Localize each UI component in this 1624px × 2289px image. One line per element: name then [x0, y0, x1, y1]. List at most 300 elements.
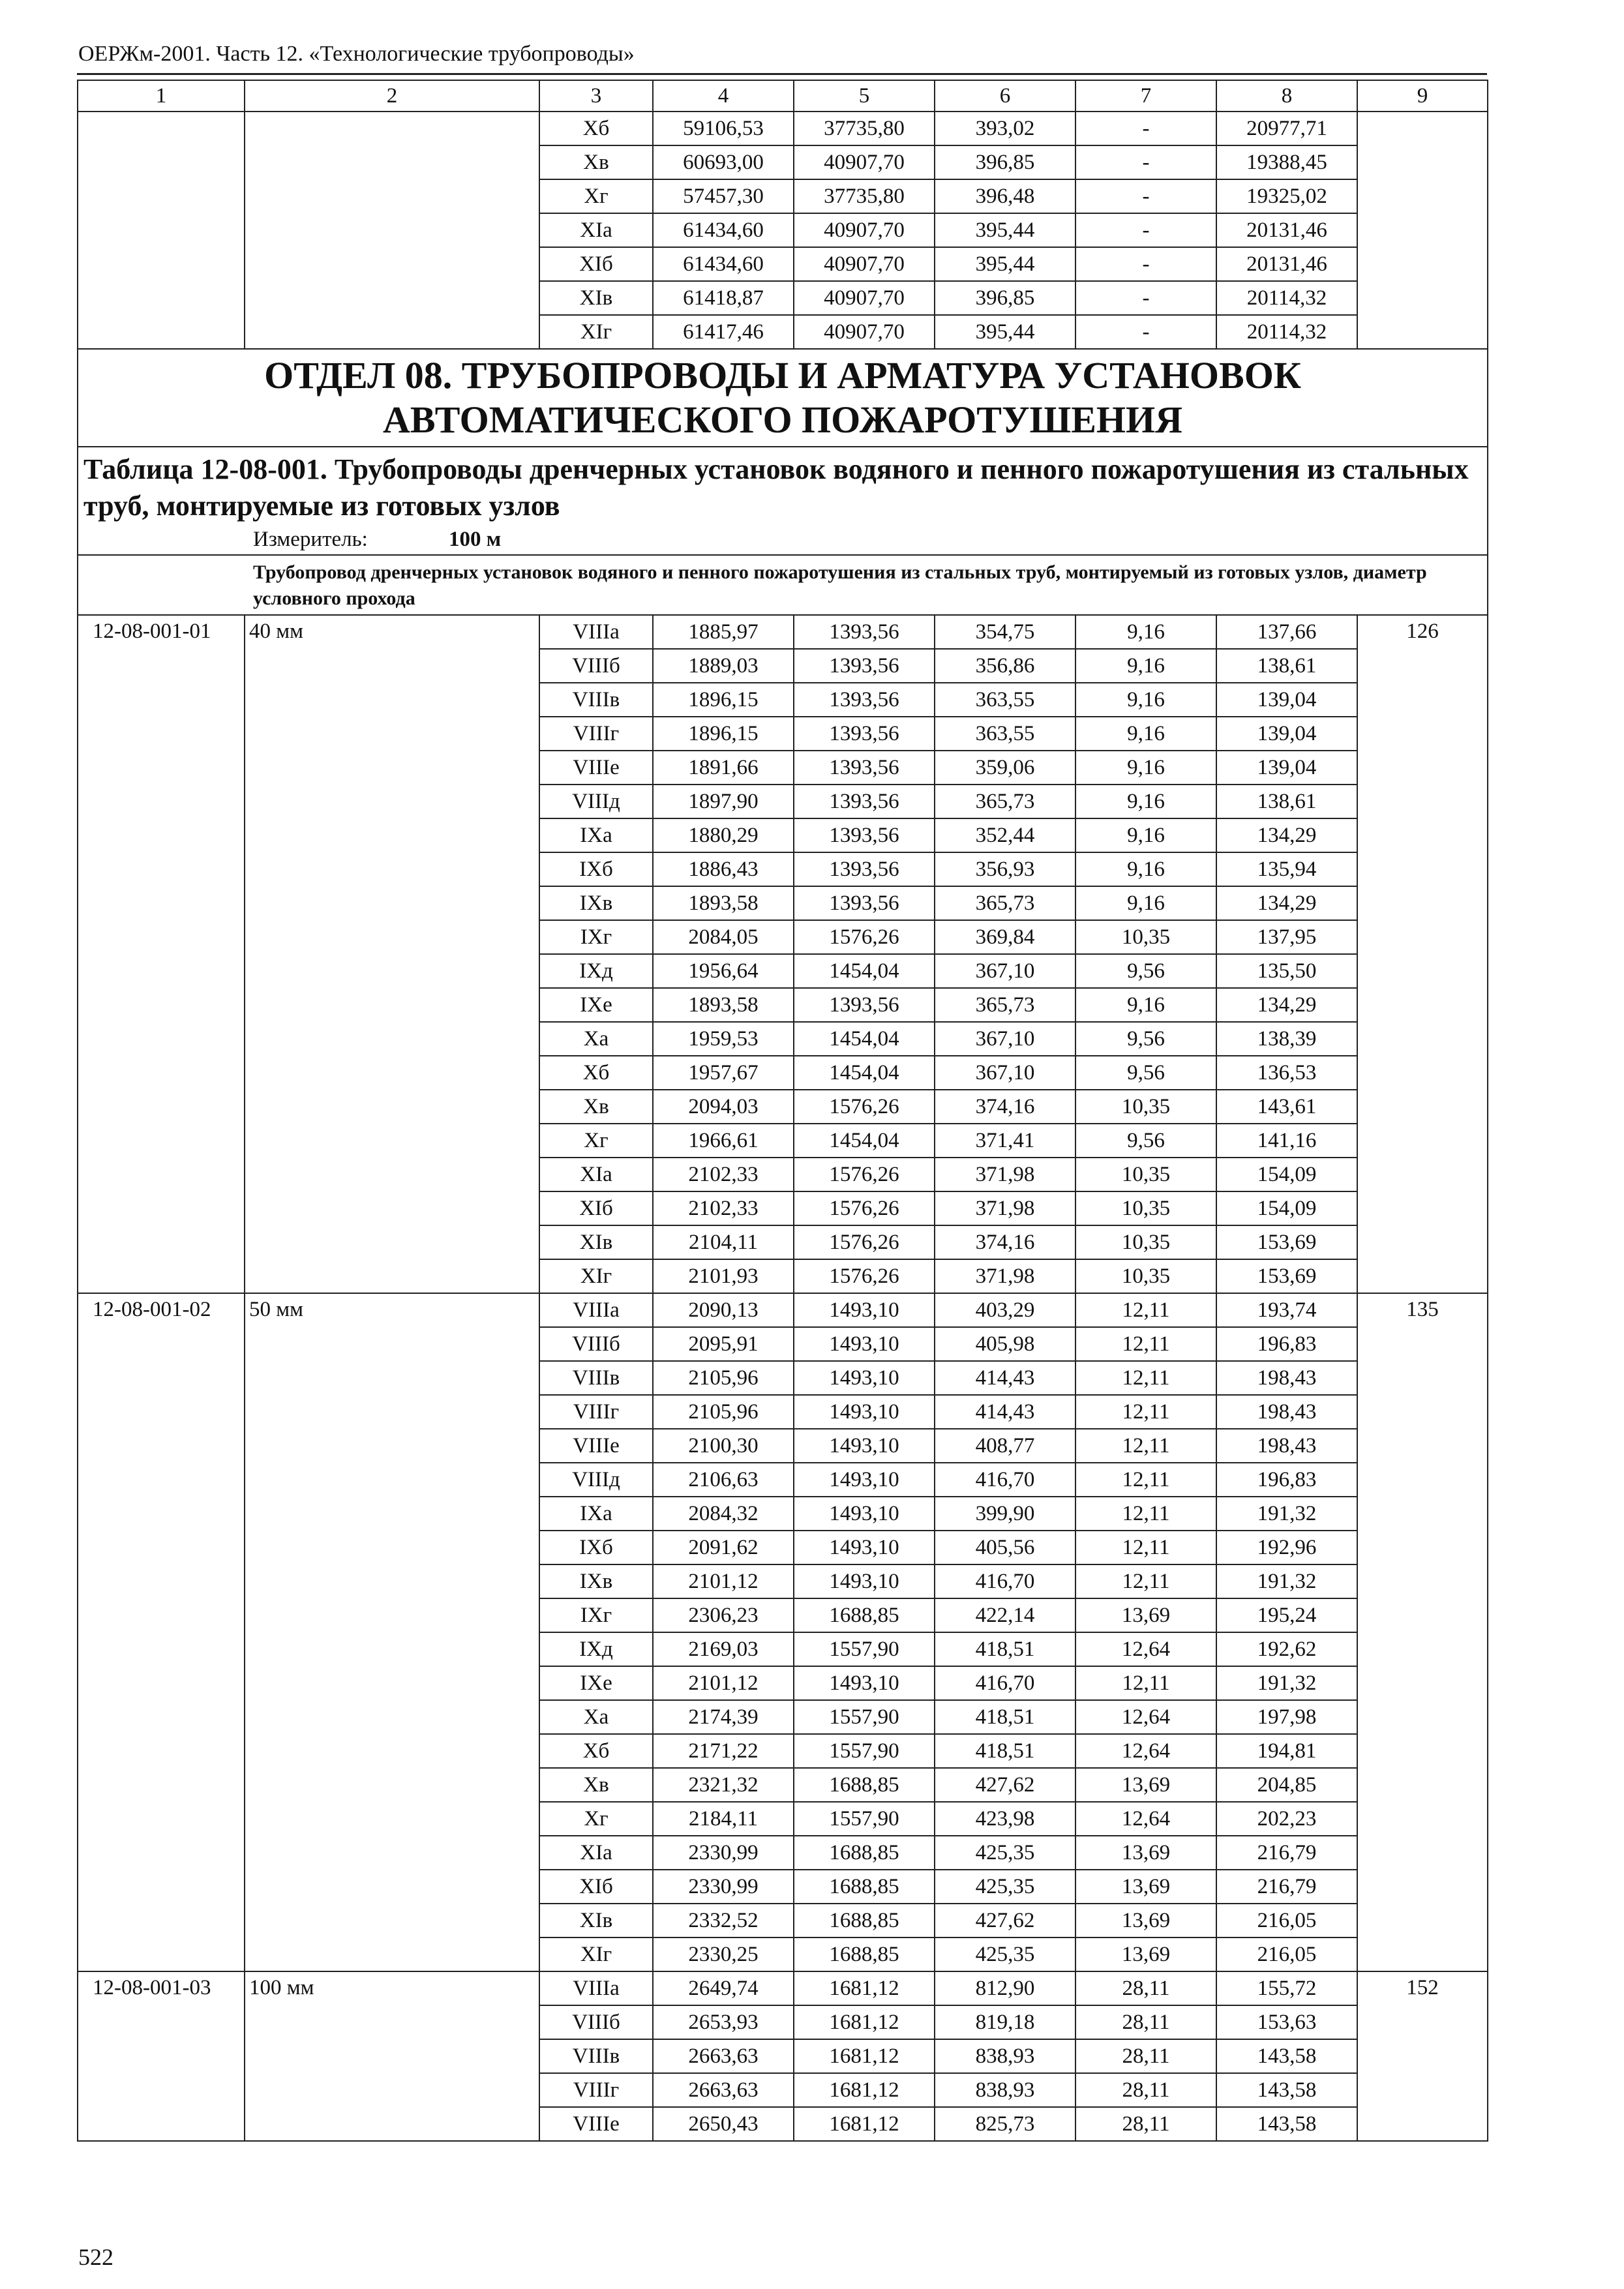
value-cell: 2094,03: [653, 1090, 794, 1124]
value-cell: 2101,93: [653, 1259, 794, 1293]
value-cell: 1681,12: [794, 2039, 935, 2073]
header-rule: [77, 73, 1487, 75]
value-cell: 2330,99: [653, 1836, 794, 1870]
value-cell: 1557,90: [794, 1632, 935, 1666]
value-cell: 61434,60: [653, 247, 794, 281]
description-row: [78, 555, 1488, 615]
value-cell: 423,98: [935, 1802, 1075, 1836]
value-cell: 374,16: [935, 1090, 1075, 1124]
value-cell: 137,66: [1216, 615, 1357, 649]
section-heading-line-2: АВТОМАТИЧЕСКОГО ПОЖАРОТУШЕНИЯ: [382, 398, 1183, 441]
value-cell: 418,51: [935, 1700, 1075, 1734]
value-cell: 13,69: [1075, 1768, 1216, 1802]
value-cell: 12,64: [1075, 1734, 1216, 1768]
value-cell: 143,61: [1216, 1090, 1357, 1124]
value-cell: 1681,12: [794, 2107, 935, 2141]
value-cell: 403,29: [935, 1293, 1075, 1327]
zone-cell: VIIIе: [539, 2107, 653, 2141]
zone-cell: IXа: [539, 1497, 653, 1531]
value-cell: 40907,70: [794, 247, 935, 281]
value-cell: 369,84: [935, 920, 1075, 954]
value-cell: 1897,90: [653, 785, 794, 818]
table-row: [78, 615, 1488, 649]
meter-label: Измеритель:: [253, 528, 368, 551]
value-cell: 1576,26: [794, 1158, 935, 1191]
value-cell: 2105,96: [653, 1361, 794, 1395]
value-cell: 9,56: [1075, 954, 1216, 988]
zone-cell: Xг: [539, 179, 653, 213]
value-cell: 138,61: [1216, 785, 1357, 818]
value-cell: 155,72: [1216, 1971, 1357, 2005]
value-cell: 1681,12: [794, 1971, 935, 2005]
value-cell: 9,16: [1075, 852, 1216, 886]
value-cell: 1454,04: [794, 1124, 935, 1158]
zone-cell: VIIIд: [539, 1463, 653, 1497]
value-cell: 1576,26: [794, 920, 935, 954]
value-cell: 356,93: [935, 852, 1075, 886]
value-cell: 819,18: [935, 2005, 1075, 2039]
value-cell: 37735,80: [794, 179, 935, 213]
value-cell: -: [1075, 179, 1216, 213]
value-cell: 1966,61: [653, 1124, 794, 1158]
zone-cell: XIв: [539, 281, 653, 315]
value-cell: 1557,90: [794, 1734, 935, 1768]
value-cell: 1688,85: [794, 1598, 935, 1632]
value-cell: 354,75: [935, 615, 1075, 649]
value-cell: 1493,10: [794, 1361, 935, 1395]
rates-table: [77, 80, 1488, 2142]
value-cell: 136,53: [1216, 1056, 1357, 1090]
value-cell: 216,05: [1216, 1937, 1357, 1971]
zone-cell: VIIIб: [539, 2005, 653, 2039]
value-cell: 2171,22: [653, 1734, 794, 1768]
value-cell: 192,62: [1216, 1632, 1357, 1666]
zone-cell: XIа: [539, 213, 653, 247]
value-cell: 20977,71: [1216, 112, 1357, 145]
value-cell: 1893,58: [653, 886, 794, 920]
value-cell: 1576,26: [794, 1090, 935, 1124]
value-cell: 194,81: [1216, 1734, 1357, 1768]
value-cell: 425,35: [935, 1870, 1075, 1904]
value-cell: 216,79: [1216, 1836, 1357, 1870]
value-cell: 192,96: [1216, 1531, 1357, 1564]
value-cell: 2102,33: [653, 1158, 794, 1191]
value-cell: 393,02: [935, 112, 1075, 145]
value-cell: 427,62: [935, 1768, 1075, 1802]
zone-cell: XIг: [539, 315, 653, 349]
value-cell: 363,55: [935, 683, 1075, 717]
value-cell: 28,11: [1075, 1971, 1216, 2005]
zone-cell: Xв: [539, 1768, 653, 1802]
value-cell: 367,10: [935, 1022, 1075, 1056]
zone-cell: XIв: [539, 1904, 653, 1937]
section-heading-line-1: ОТДЕЛ 08. ТРУБОПРОВОДЫ И АРМАТУРА УСТАНОВОК: [264, 354, 1301, 396]
value-cell: 396,85: [935, 281, 1075, 315]
value-cell: 1576,26: [794, 1191, 935, 1225]
value-cell: 191,32: [1216, 1666, 1357, 1700]
value-cell: 427,62: [935, 1904, 1075, 1937]
value-cell: 137,95: [1216, 920, 1357, 954]
value-cell: 12,11: [1075, 1564, 1216, 1598]
value-cell: 1393,56: [794, 988, 935, 1022]
value-cell: 1891,66: [653, 751, 794, 785]
value-cell: 1688,85: [794, 1937, 935, 1971]
value-cell: 396,85: [935, 145, 1075, 179]
zone-cell: VIIIа: [539, 615, 653, 649]
rate-code-cell: 12-08-001-01: [78, 615, 245, 1293]
value-cell: 365,73: [935, 886, 1075, 920]
value-cell: 153,69: [1216, 1225, 1357, 1259]
col9-cell: 135: [1357, 1293, 1488, 1971]
diameter-cell: 40 мм: [245, 615, 539, 1293]
zone-cell: VIIIв: [539, 2039, 653, 2073]
value-cell: 1493,10: [794, 1531, 935, 1564]
value-cell: 13,69: [1075, 1937, 1216, 1971]
value-cell: 1493,10: [794, 1497, 935, 1531]
value-cell: 408,77: [935, 1429, 1075, 1463]
value-cell: 12,11: [1075, 1497, 1216, 1531]
value-cell: 365,73: [935, 785, 1075, 818]
value-cell: 1393,56: [794, 649, 935, 683]
section-heading: [78, 349, 1488, 447]
value-cell: 1681,12: [794, 2073, 935, 2107]
value-cell: 143,58: [1216, 2039, 1357, 2073]
column-number-row: [78, 80, 1488, 112]
value-cell: 363,55: [935, 717, 1075, 751]
zone-cell: VIIIа: [539, 1971, 653, 2005]
value-cell: 2084,05: [653, 920, 794, 954]
zone-cell: IXб: [539, 852, 653, 886]
value-cell: 414,43: [935, 1361, 1075, 1395]
value-cell: 154,09: [1216, 1158, 1357, 1191]
value-cell: 12,64: [1075, 1632, 1216, 1666]
value-cell: 9,56: [1075, 1056, 1216, 1090]
value-cell: 418,51: [935, 1734, 1075, 1768]
value-cell: 1393,56: [794, 751, 935, 785]
meter-row: [78, 524, 1488, 555]
value-cell: 12,11: [1075, 1293, 1216, 1327]
zone-cell: XIб: [539, 247, 653, 281]
value-cell: 9,16: [1075, 751, 1216, 785]
value-cell: 1493,10: [794, 1564, 935, 1598]
zone-cell: VIIIе: [539, 751, 653, 785]
value-cell: 2169,03: [653, 1632, 794, 1666]
value-cell: 10,35: [1075, 920, 1216, 954]
value-cell: 1893,58: [653, 988, 794, 1022]
value-cell: 40907,70: [794, 145, 935, 179]
value-cell: 57457,30: [653, 179, 794, 213]
value-cell: 1880,29: [653, 818, 794, 852]
value-cell: 13,69: [1075, 1904, 1216, 1937]
table-title: Таблица 12-08-001. Трубопроводы дренчерных установок водяного и пенного пожаротушения из стальных труб, монтируемые из готовых узлов: [78, 447, 1488, 524]
value-cell: 395,44: [935, 247, 1075, 281]
value-cell: 2091,62: [653, 1531, 794, 1564]
value-cell: 13,69: [1075, 1598, 1216, 1632]
col9-cell: 126: [1357, 615, 1488, 1293]
value-cell: 812,90: [935, 1971, 1075, 2005]
empty-code-cell: [78, 112, 245, 349]
value-cell: 2084,32: [653, 1497, 794, 1531]
value-cell: 20114,32: [1216, 281, 1357, 315]
value-cell: 12,64: [1075, 1802, 1216, 1836]
table-title-row: [78, 447, 1488, 524]
zone-cell: Xа: [539, 1022, 653, 1056]
table-row: [78, 1293, 1488, 1327]
value-cell: 9,16: [1075, 818, 1216, 852]
value-cell: 365,73: [935, 988, 1075, 1022]
value-cell: 2095,91: [653, 1327, 794, 1361]
value-cell: 13,69: [1075, 1836, 1216, 1870]
value-cell: 216,79: [1216, 1870, 1357, 1904]
value-cell: 1688,85: [794, 1870, 935, 1904]
value-cell: 9,16: [1075, 683, 1216, 717]
zone-cell: XIг: [539, 1259, 653, 1293]
value-cell: 143,58: [1216, 2073, 1357, 2107]
value-cell: 60693,00: [653, 145, 794, 179]
value-cell: 2663,63: [653, 2039, 794, 2073]
value-cell: 153,63: [1216, 2005, 1357, 2039]
zone-cell: Xв: [539, 145, 653, 179]
value-cell: 12,11: [1075, 1666, 1216, 1700]
table-row: [78, 112, 1488, 145]
value-cell: 198,43: [1216, 1361, 1357, 1395]
zone-cell: VIIIб: [539, 649, 653, 683]
value-cell: 352,44: [935, 818, 1075, 852]
value-cell: 418,51: [935, 1632, 1075, 1666]
value-cell: 9,16: [1075, 988, 1216, 1022]
zone-cell: IXе: [539, 1666, 653, 1700]
value-cell: 367,10: [935, 1056, 1075, 1090]
value-cell: 371,98: [935, 1158, 1075, 1191]
empty-col9-cell: [1357, 112, 1488, 349]
value-cell: 1557,90: [794, 1802, 935, 1836]
value-cell: 405,56: [935, 1531, 1075, 1564]
value-cell: 1957,67: [653, 1056, 794, 1090]
value-cell: 198,43: [1216, 1395, 1357, 1429]
zone-cell: IXд: [539, 1632, 653, 1666]
value-cell: 20114,32: [1216, 315, 1357, 349]
value-cell: 1393,56: [794, 818, 935, 852]
value-cell: 10,35: [1075, 1191, 1216, 1225]
value-cell: 40907,70: [794, 213, 935, 247]
value-cell: 143,58: [1216, 2107, 1357, 2141]
value-cell: 134,29: [1216, 818, 1357, 852]
zone-cell: XIг: [539, 1937, 653, 1971]
value-cell: 1454,04: [794, 954, 935, 988]
value-cell: 139,04: [1216, 683, 1357, 717]
value-cell: 28,11: [1075, 2039, 1216, 2073]
value-cell: 422,14: [935, 1598, 1075, 1632]
value-cell: 838,93: [935, 2073, 1075, 2107]
zone-cell: Xг: [539, 1802, 653, 1836]
value-cell: 10,35: [1075, 1090, 1216, 1124]
zone-cell: Xб: [539, 1734, 653, 1768]
value-cell: 1557,90: [794, 1700, 935, 1734]
zone-cell: IXа: [539, 818, 653, 852]
column-number-col-7: 7: [1075, 80, 1216, 112]
value-cell: 12,11: [1075, 1327, 1216, 1361]
value-cell: -: [1075, 213, 1216, 247]
value-cell: 395,44: [935, 213, 1075, 247]
value-cell: 9,56: [1075, 1124, 1216, 1158]
value-cell: 1493,10: [794, 1463, 935, 1497]
value-cell: 20131,46: [1216, 213, 1357, 247]
rate-code-cell: 12-08-001-03: [78, 1971, 245, 2141]
meter-value: 100 м: [449, 528, 502, 551]
value-cell: 191,32: [1216, 1497, 1357, 1531]
value-cell: 28,11: [1075, 2107, 1216, 2141]
value-cell: 414,43: [935, 1395, 1075, 1429]
value-cell: 374,16: [935, 1225, 1075, 1259]
value-cell: 1393,56: [794, 852, 935, 886]
value-cell: 1886,43: [653, 852, 794, 886]
value-cell: 153,69: [1216, 1259, 1357, 1293]
value-cell: 1688,85: [794, 1768, 935, 1802]
page-number: 522: [78, 2244, 113, 2270]
value-cell: -: [1075, 247, 1216, 281]
value-cell: 196,83: [1216, 1327, 1357, 1361]
value-cell: 1393,56: [794, 785, 935, 818]
value-cell: 1493,10: [794, 1429, 935, 1463]
value-cell: 61417,46: [653, 315, 794, 349]
value-cell: 2184,11: [653, 1802, 794, 1836]
value-cell: 1493,10: [794, 1327, 935, 1361]
value-cell: 12,64: [1075, 1700, 1216, 1734]
value-cell: 202,23: [1216, 1802, 1357, 1836]
zone-cell: VIIIг: [539, 717, 653, 751]
column-number-col-6: 6: [935, 80, 1075, 112]
value-cell: 2174,39: [653, 1700, 794, 1734]
zone-cell: XIб: [539, 1191, 653, 1225]
value-cell: 1896,15: [653, 717, 794, 751]
zone-cell: IXб: [539, 1531, 653, 1564]
zone-cell: Xа: [539, 1700, 653, 1734]
section-header-row: [78, 349, 1488, 447]
zone-cell: Xг: [539, 1124, 653, 1158]
value-cell: 9,16: [1075, 649, 1216, 683]
value-cell: 37735,80: [794, 112, 935, 145]
col9-cell: 152: [1357, 1971, 1488, 2141]
zone-cell: IXв: [539, 1564, 653, 1598]
value-cell: 1493,10: [794, 1395, 935, 1429]
value-cell: 197,98: [1216, 1700, 1357, 1734]
diameter-cell: 100 мм: [245, 1971, 539, 2141]
value-cell: 425,35: [935, 1836, 1075, 1870]
table-description: Трубопровод дренчерных установок водяного и пенного пожаротушения из стальных труб, монтируемый из готовых узлов, диаметр условного прохода: [78, 555, 1488, 615]
value-cell: 9,16: [1075, 886, 1216, 920]
value-cell: 139,04: [1216, 751, 1357, 785]
value-cell: 20131,46: [1216, 247, 1357, 281]
value-cell: -: [1075, 315, 1216, 349]
value-cell: 13,69: [1075, 1870, 1216, 1904]
value-cell: 154,09: [1216, 1191, 1357, 1225]
value-cell: 139,04: [1216, 717, 1357, 751]
zone-cell: XIа: [539, 1158, 653, 1191]
zone-cell: VIIIг: [539, 1395, 653, 1429]
column-number-rate-code: 1: [78, 80, 245, 112]
value-cell: 196,83: [1216, 1463, 1357, 1497]
value-cell: 216,05: [1216, 1904, 1357, 1937]
value-cell: 195,24: [1216, 1598, 1357, 1632]
value-cell: 2101,12: [653, 1666, 794, 1700]
zone-cell: VIIIв: [539, 1361, 653, 1395]
value-cell: 40907,70: [794, 315, 935, 349]
value-cell: 10,35: [1075, 1158, 1216, 1191]
value-cell: 19325,02: [1216, 179, 1357, 213]
zone-cell: VIIIг: [539, 2073, 653, 2107]
value-cell: 12,11: [1075, 1361, 1216, 1395]
empty-name-cell: [245, 112, 539, 349]
value-cell: 2101,12: [653, 1564, 794, 1598]
value-cell: 2650,43: [653, 2107, 794, 2141]
value-cell: 191,32: [1216, 1564, 1357, 1598]
value-cell: 138,39: [1216, 1022, 1357, 1056]
value-cell: 9,16: [1075, 615, 1216, 649]
value-cell: 198,43: [1216, 1429, 1357, 1463]
value-cell: 2321,32: [653, 1768, 794, 1802]
column-number-col-5: 5: [794, 80, 935, 112]
value-cell: 2102,33: [653, 1191, 794, 1225]
value-cell: 1393,56: [794, 886, 935, 920]
value-cell: 141,16: [1216, 1124, 1357, 1158]
value-cell: 2330,25: [653, 1937, 794, 1971]
value-cell: 405,98: [935, 1327, 1075, 1361]
zone-cell: Xв: [539, 1090, 653, 1124]
value-cell: 9,56: [1075, 1022, 1216, 1056]
zone-cell: VIIIд: [539, 785, 653, 818]
value-cell: 838,93: [935, 2039, 1075, 2073]
zone-cell: Xб: [539, 112, 653, 145]
value-cell: 1576,26: [794, 1259, 935, 1293]
value-cell: 1681,12: [794, 2005, 935, 2039]
value-cell: 2105,96: [653, 1395, 794, 1429]
value-cell: 1454,04: [794, 1056, 935, 1090]
column-number-col-9: 9: [1357, 80, 1488, 112]
value-cell: 40907,70: [794, 281, 935, 315]
value-cell: 193,74: [1216, 1293, 1357, 1327]
value-cell: 19388,45: [1216, 145, 1357, 179]
value-cell: 356,86: [935, 649, 1075, 683]
value-cell: -: [1075, 145, 1216, 179]
zone-cell: VIIIе: [539, 1429, 653, 1463]
zone-cell: VIIIв: [539, 683, 653, 717]
value-cell: 2649,74: [653, 1971, 794, 2005]
value-cell: 396,48: [935, 179, 1075, 213]
value-cell: 9,16: [1075, 717, 1216, 751]
value-cell: 59106,53: [653, 112, 794, 145]
zone-cell: IXв: [539, 886, 653, 920]
value-cell: 204,85: [1216, 1768, 1357, 1802]
value-cell: 1493,10: [794, 1666, 935, 1700]
value-cell: 2090,13: [653, 1293, 794, 1327]
value-cell: 399,90: [935, 1497, 1075, 1531]
value-cell: 359,06: [935, 751, 1075, 785]
value-cell: 416,70: [935, 1463, 1075, 1497]
value-cell: 12,11: [1075, 1429, 1216, 1463]
value-cell: 1959,53: [653, 1022, 794, 1056]
meter-cell: [78, 524, 1488, 555]
zone-cell: IXд: [539, 954, 653, 988]
value-cell: 9,16: [1075, 785, 1216, 818]
zone-cell: VIIIа: [539, 1293, 653, 1327]
value-cell: 1393,56: [794, 615, 935, 649]
value-cell: 1576,26: [794, 1225, 935, 1259]
value-cell: 61418,87: [653, 281, 794, 315]
diameter-cell: 50 мм: [245, 1293, 539, 1971]
value-cell: 367,10: [935, 954, 1075, 988]
value-cell: 12,11: [1075, 1395, 1216, 1429]
value-cell: 1454,04: [794, 1022, 935, 1056]
